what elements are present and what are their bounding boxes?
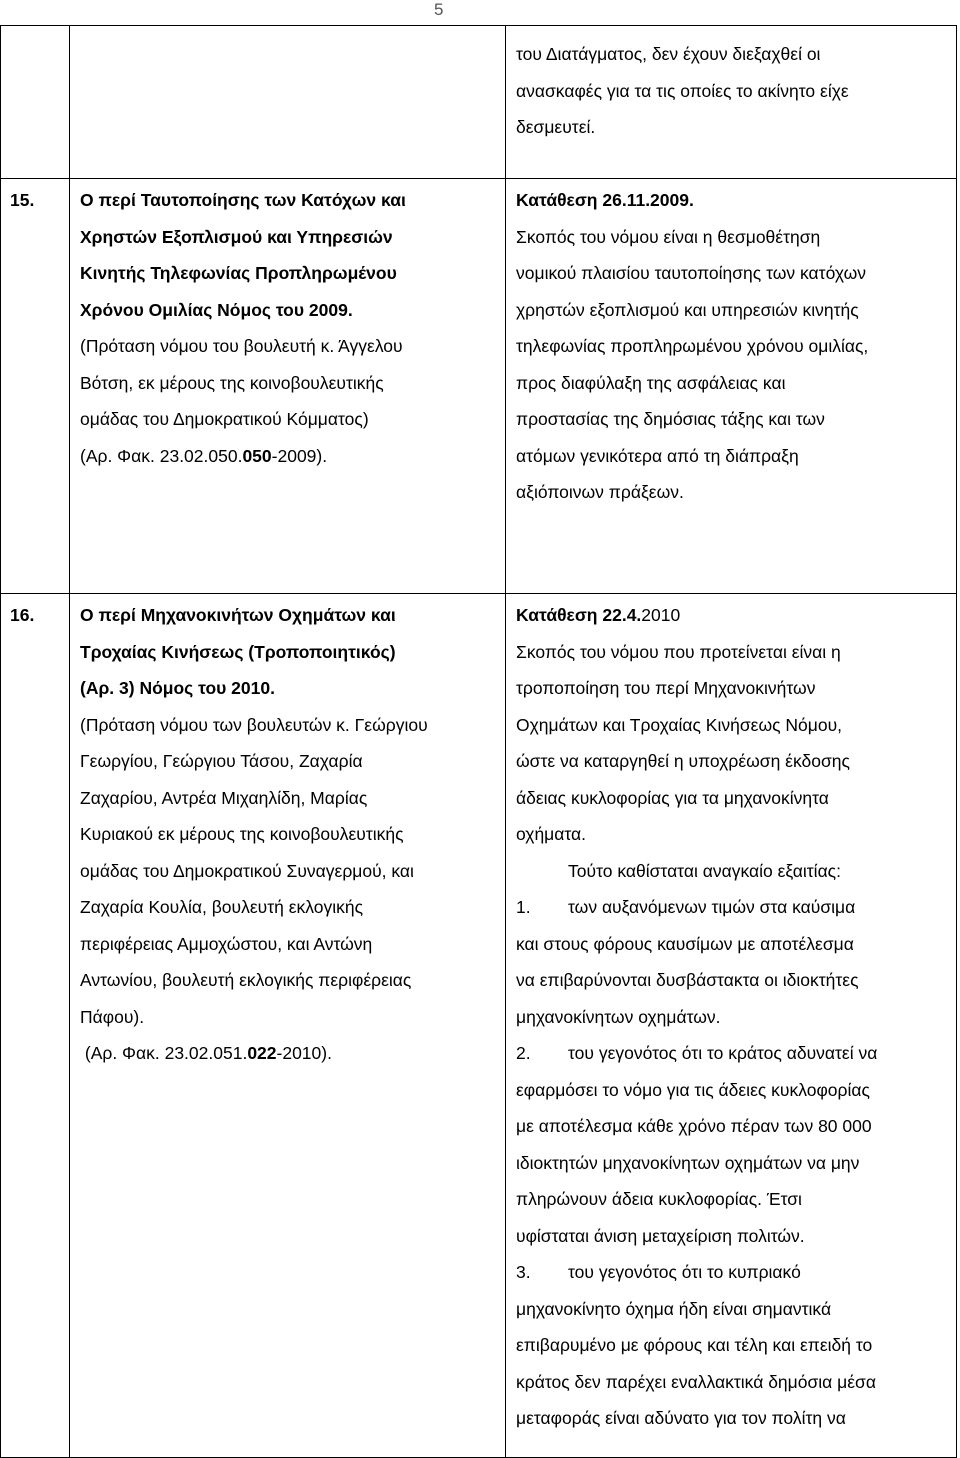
deposit-date: Κατάθεση 26.11.2009. xyxy=(516,190,694,210)
description-line: αξιόποινων πράξεων. xyxy=(516,482,684,502)
item-line: να επιβαρύνονται δυσβάστακτα οι ιδιοκτήτες xyxy=(516,970,859,990)
item-line: πληρώνουν άδεια κυκλοφορίας. Έτσι xyxy=(516,1189,802,1209)
description-line: ανασκαφές για τα τις οποίες το ακίνητο είχε xyxy=(516,80,849,101)
proposer-line: Γεωργίου, Γεώργιου Τάσου, Ζαχαρία xyxy=(80,751,363,771)
bill-description-cell xyxy=(506,26,957,179)
item-line: επιβαρυμένο με φόρους και τέλη και επειδή το xyxy=(516,1335,873,1355)
table-row-bill-16 xyxy=(1,594,957,1458)
proposer-line: (Πρόταση νόμου του βουλευτή κ. Άγγελου xyxy=(80,336,403,356)
proposer-line: Ζαχαρίου, Αντρέα Μιχαηλίδη, Μαρίας xyxy=(80,787,368,808)
item-text: του γεγονότος ότι το κυπριακό xyxy=(568,1262,801,1282)
item-line: με αποτέλεσμα κάθε χρόνο πέραν των 80 000 xyxy=(516,1116,872,1136)
bill-title-line: Ο περί Μηχανοκινήτων Οχημάτων και xyxy=(80,605,396,625)
numbered-item-first-line xyxy=(516,1254,956,1291)
file-reference xyxy=(80,438,505,475)
item-line: εφαρμόσει το νόμο για τις άδειες κυκλοφορίας xyxy=(516,1079,870,1100)
item-line: μηχανοκίνητο όχημα ήδη είναι σημαντικά xyxy=(516,1298,832,1319)
bill-title-cell xyxy=(70,179,506,594)
description-line: Οχημάτων και Τροχαίας Κινήσεως Νόμου, xyxy=(516,714,843,735)
bill-description-cell xyxy=(506,594,957,1458)
table-row-bill-15 xyxy=(1,179,957,594)
proposer-line: (Πρόταση νόμου των βουλευτών κ. Γεώργιου xyxy=(80,714,428,735)
proposer-line: περιφέρειας Αμμοχώστου, και Αντώνη xyxy=(80,933,373,954)
deposit-date-label: Κατάθεση 22.4. xyxy=(516,605,642,625)
reason-intro: Τούτο καθίσταται αναγκαίο εξαιτίας: xyxy=(568,860,841,881)
proposer-line: ομάδας του Δημοκρατικού Συναγερμού, και xyxy=(80,860,414,881)
item-line: ιδιοκτητών μηχανοκίνητων οχημάτων να μην xyxy=(516,1152,860,1173)
description-line: τηλεφωνίας προπληρωμένου χρόνου ομιλίας, xyxy=(516,336,869,356)
description-line: προς διαφύλαξη της ασφάλειας και xyxy=(516,372,786,393)
description-line: προστασίας της δημόσιας τάξης και των xyxy=(516,409,825,429)
file-reference-suffix: -2009). xyxy=(271,445,328,466)
row-number-cell: 16. xyxy=(1,594,70,1458)
proposer-line: Πάφου). xyxy=(80,1006,145,1027)
row-number-cell: 15. xyxy=(1,179,70,594)
item-number: 1. xyxy=(516,897,531,917)
proposer-line: Κυριακού εκ μέρους της κοινοβουλευτικής xyxy=(80,824,404,844)
bill-title-cell xyxy=(70,594,506,1458)
description-line: του Διατάγματος, δεν έχουν διεξαχθεί οι xyxy=(516,44,821,64)
bill-title-line: Κινητής Τηλεφωνίας Προπληρωμένου xyxy=(80,263,397,283)
bill-title-line: Ο περί Ταυτοποίησης των Κατόχων και xyxy=(80,190,406,210)
description-line: ατόμων γενικότερα από τη διάπραξη xyxy=(516,445,799,466)
item-line: μεταφοράς είναι αδύνατο για τον πολίτη να xyxy=(516,1408,846,1428)
file-reference-number: 022 xyxy=(247,1043,277,1063)
description-line: άδειας κυκλοφορίας για τα μηχανοκίνητα xyxy=(516,787,829,808)
bill-title-line: Χρόνου Ομιλίας Νόμος του 2009. xyxy=(80,299,353,320)
numbered-item-first-line xyxy=(516,1035,956,1072)
item-text: του γεγονότος ότι το κράτος αδυνατεί να xyxy=(568,1043,878,1063)
description-line: δεσμευτεί. xyxy=(516,117,596,137)
description-line: Σκοπός του νόμου που προτείνεται είναι η xyxy=(516,641,841,662)
proposer-line: Ζαχαρία Κουλία, βουλευτή εκλογικής xyxy=(80,897,364,917)
bill-title-line: (Αρ. 3) Νόμος του 2010. xyxy=(80,678,275,698)
description-line: Σκοπός του νόμου είναι η θεσμοθέτηση xyxy=(516,226,821,247)
bill-title-cell xyxy=(70,26,506,179)
bills-table xyxy=(0,25,957,1458)
description-line: τροποποίηση του περί Μηχανοκινήτων xyxy=(516,678,816,698)
proposer-line: Βότση, εκ μέρους της κοινοβουλευτικής xyxy=(80,372,384,393)
bill-title-line: Χρηστών Εξοπλισμού και Υπηρεσιών xyxy=(80,226,393,247)
file-reference-number: 050 xyxy=(242,445,272,466)
item-line: και στους φόρους καυσίμων με αποτέλεσμα xyxy=(516,933,854,954)
description-line: νομικού πλαισίου ταυτοποίησης των κατόχων xyxy=(516,263,866,283)
description-line: οχήματα. xyxy=(516,824,587,844)
bill-title-line: Τροχαίας Κινήσεως (Τροποποιητικός) xyxy=(80,641,396,662)
table-row-continuation xyxy=(1,26,957,179)
file-reference-suffix: -2010). xyxy=(276,1043,332,1063)
page-number: 5 xyxy=(434,0,444,19)
file-reference-prefix: (Αρ. Φακ. 23.02.050. xyxy=(80,445,243,466)
description-line: ώστε να καταργηθεί η υποχρέωση έκδοσης xyxy=(516,751,850,771)
file-reference-prefix: (Αρ. Φακ. 23.02.051. xyxy=(80,1043,248,1063)
proposer-line: Αντωνίου, βουλευτή εκλογικής περιφέρειας xyxy=(80,970,412,990)
item-number: 2. xyxy=(516,1043,531,1063)
description-line: χρηστών εξοπλισμού και υπηρεσιών κινητής xyxy=(516,299,859,320)
item-line: υφίσταται άνιση μεταχείριση πολιτών. xyxy=(516,1225,805,1246)
item-line: κράτος δεν παρέχει εναλλακτικά δημόσια μέσα xyxy=(516,1371,876,1392)
item-line: μηχανοκίνητων οχημάτων. xyxy=(516,1006,721,1027)
deposit-date xyxy=(516,597,956,634)
item-number: 3. xyxy=(516,1262,531,1282)
item-text: των αυξανόμενων τιμών στα καύσιμα xyxy=(568,897,856,917)
numbered-item-first-line xyxy=(516,889,956,926)
proposer-line: ομάδας του Δημοκρατικού Κόμματος) xyxy=(80,409,369,429)
deposit-date-year: 2010 xyxy=(641,605,681,625)
file-reference xyxy=(80,1035,505,1072)
row-number-cell xyxy=(1,26,70,179)
bill-description-cell xyxy=(506,179,957,594)
